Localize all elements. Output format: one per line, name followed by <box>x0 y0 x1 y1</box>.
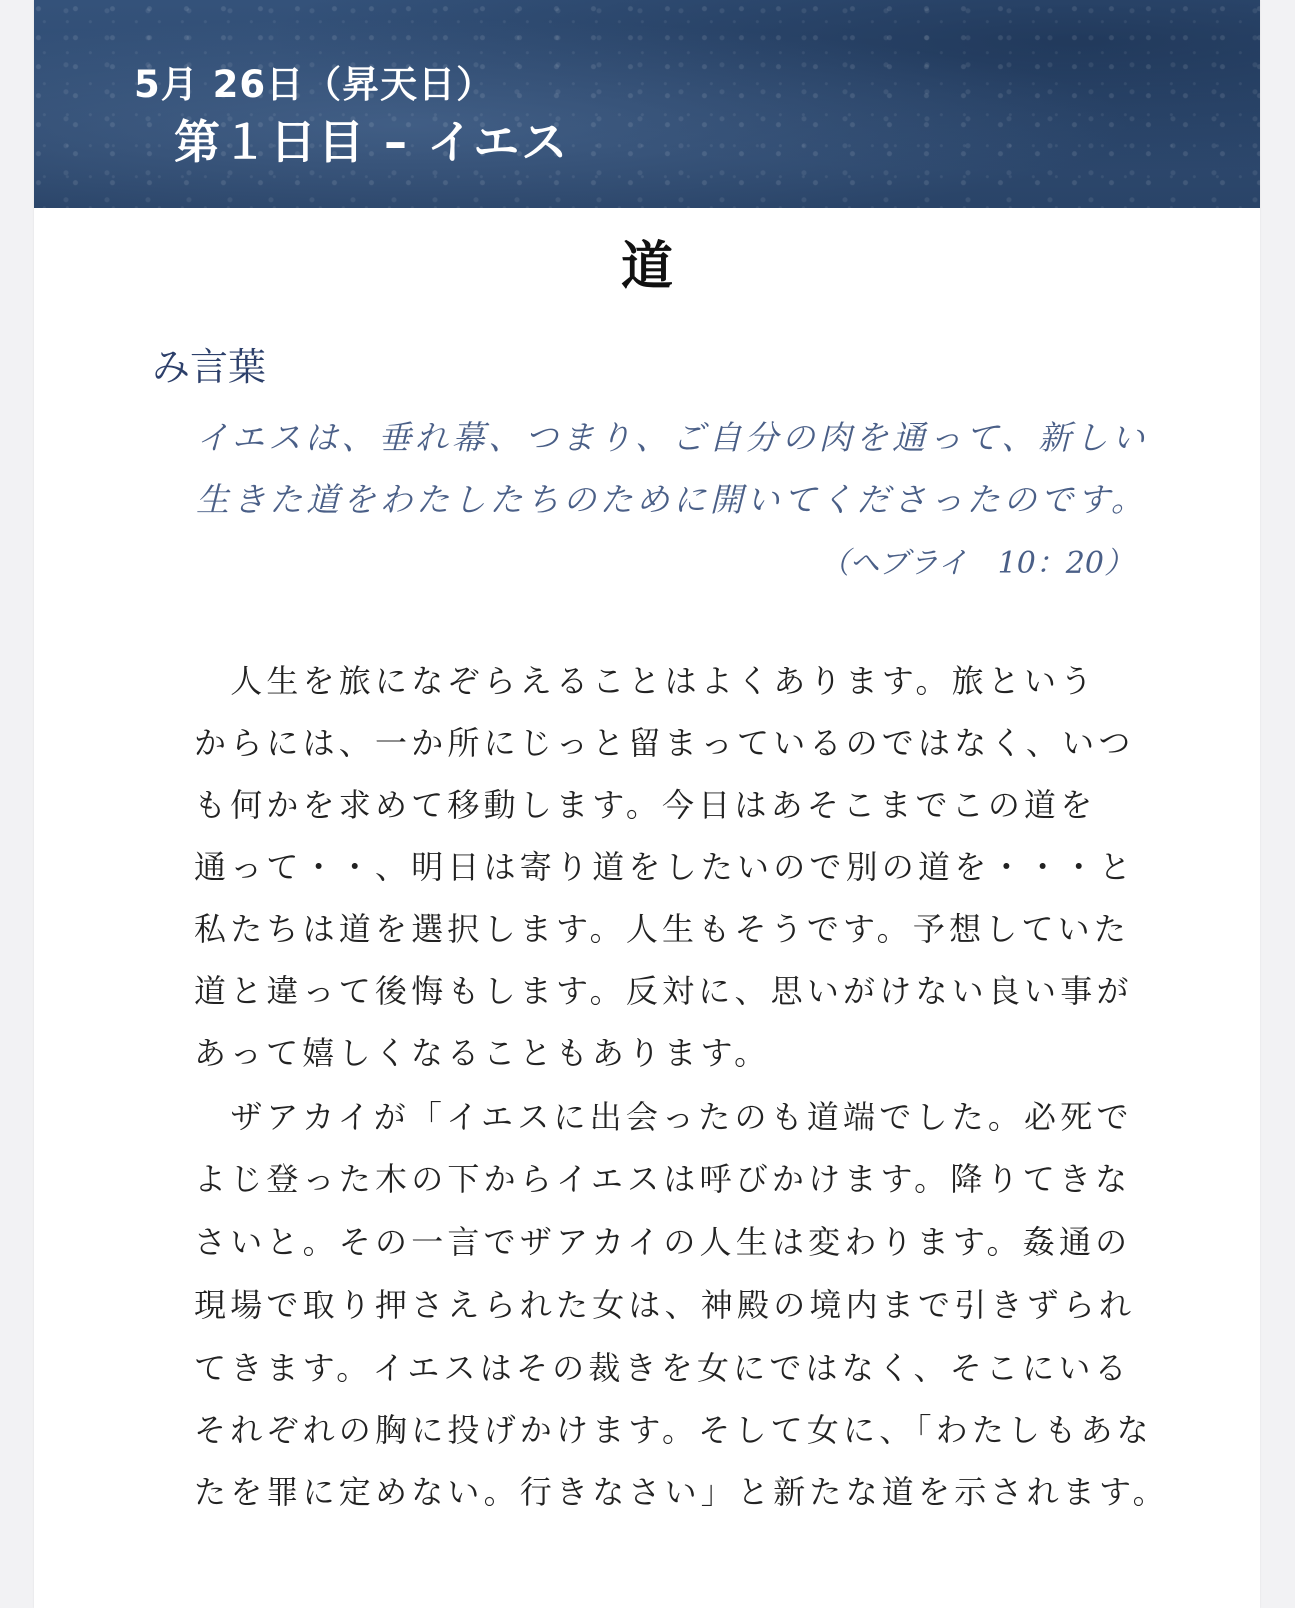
body-text-line: あって嬉しくなることもあります。 <box>194 1034 771 1072</box>
body-text-line: 現場で取り押さえられた女は、神殿の境内まで引きずられ <box>194 1286 1136 1324</box>
body-text-line: 私たちは道を選択します。人生もそうです。予想していた <box>194 910 1131 948</box>
header-date: 5月 26日（昇天日） <box>134 63 495 106</box>
body-text-line: ザアカイが「イエスに出会ったのも道端でした。必死で <box>194 1098 1133 1136</box>
body-text-line: よじ登った木の下からイエスは呼びかけます。降りてきな <box>194 1160 1132 1198</box>
body-text-line: てきます。イエスはその裁きを女にではなく、そこにいる <box>194 1349 1131 1387</box>
scripture-section-label: み言葉 <box>152 345 267 389</box>
body-text-line: さいと。その一言でザアカイの人生は変わります。姦通の <box>194 1223 1132 1261</box>
page-title: 道 <box>620 237 673 297</box>
body-text-line: も何かを求めて移動します。今日はあそこまでこの道を <box>194 786 1097 824</box>
body-text-line: からには、一か所にじっと留まっているのではなく、いつ <box>194 724 1135 762</box>
body-text-line: 道と違って後悔もします。反対に、思いがけない良い事が <box>194 972 1133 1010</box>
body-text-line: 人生を旅になぞらえることはよくあります。旅という <box>194 662 1097 700</box>
scripture-reference: （ヘブライ 10：20） <box>819 546 1134 581</box>
header-day-title: 第１日目 – イエス <box>174 115 570 169</box>
scripture-line: イエスは、垂れ幕、つまり、ご自分の肉を通って、新しい <box>196 418 1149 457</box>
scripture-line: 生きた道をわたしたちのために開いてくださったのです。 <box>196 480 1148 519</box>
body-text-line: たを罪に定めない。行きなさい」と新たな道を示されます。 <box>194 1473 1169 1511</box>
body-text-line: それぞれの胸に投げかけます。そして女に、「わたしもあな <box>194 1411 1153 1449</box>
devotional-page <box>34 0 1260 1608</box>
body-text-line: 通って・・、明日は寄り道をしたいので別の道を・・・と <box>194 848 1136 886</box>
header-banner <box>34 0 1260 208</box>
